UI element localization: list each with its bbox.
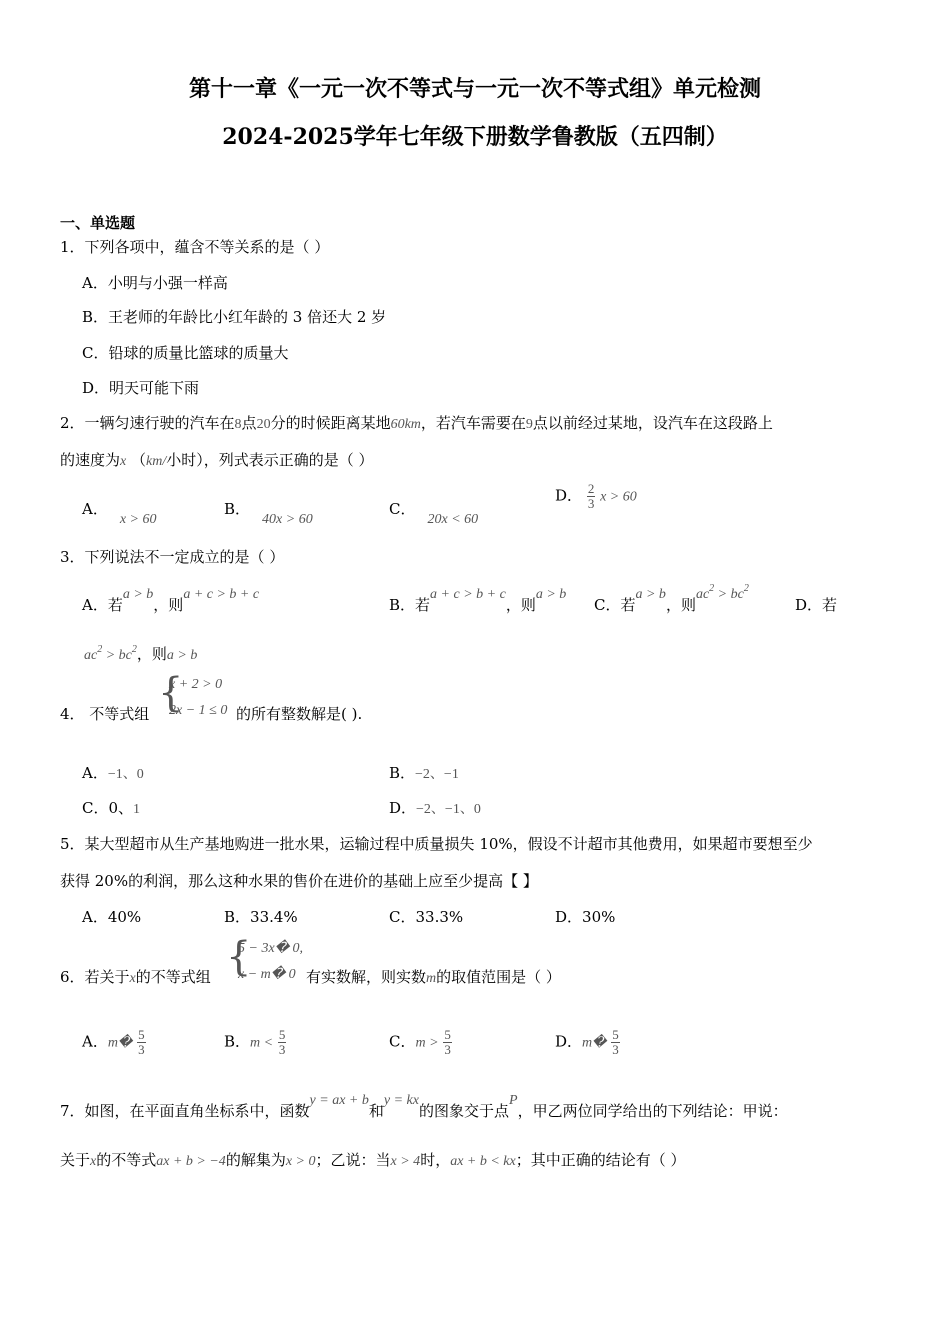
system-equation-1: x + 2 > 0 bbox=[169, 677, 223, 692]
question-6-stem-suffix: 有实数解，则实数m的取值范围是（ ） bbox=[306, 968, 561, 986]
question-5-option-c: C．33.3% bbox=[389, 908, 464, 926]
question-3-option-d-label: D．若 bbox=[795, 596, 838, 614]
question-4-stem-suffix: 的所有整数解是( ). bbox=[236, 705, 363, 723]
fraction: $\frac{2}{3}$ bbox=[587, 481, 595, 511]
question-2-stem-line2: 的速度为x （km/小时），列式表示正确的是（ ） bbox=[60, 451, 374, 469]
question-1-option-a: A．小明与小强一样高 bbox=[82, 274, 228, 292]
question-5-option-d: D．30% bbox=[555, 908, 616, 926]
question-6-stem-prefix: 6．若关于x的不等式组 bbox=[60, 968, 211, 986]
question-5-option-a: A．40% bbox=[82, 908, 142, 926]
question-3-option-c: C．若a > b，则$ac^2 > bc^2$ bbox=[594, 583, 749, 614]
question-5-stem-line1: 5．某大型超市从生产基地购进一批水果，运输过程中质量损失 10%，假设不计超市其他费用，如果超市要想至少 bbox=[60, 835, 813, 853]
question-2-stem-line1: 2．一辆匀速行驶的汽车在8点20分的时候距离某地60km，若汽车需要在9点以前经过某地，设汽车在这段路上 bbox=[60, 414, 773, 432]
question-2-option-d: D． $\frac{2}{3}$ x > 60 bbox=[555, 481, 637, 511]
question-6-option-d: D．m� $\frac{5}{3}$ bbox=[555, 1027, 619, 1057]
question-5-option-b: B．33.4% bbox=[224, 908, 298, 926]
question-3-option-d: $ac^2 > bc^2$，则a > b bbox=[84, 644, 198, 663]
question-1-option-d: D．明天可能下雨 bbox=[82, 379, 200, 397]
question-7-stem-line2: 关于x的不等式ax + b > −4的解集为x > 0；乙说：当x > 4时，ax + b < kx；其中正确的结论有（ ） bbox=[60, 1151, 686, 1169]
page-title: 第十一章《一元一次不等式与一元一次不等式组》单元检测 bbox=[188, 76, 761, 102]
question-3-stem: 3．下列说法不一定成立的是（ ） bbox=[60, 548, 285, 566]
question-7-stem-line1: 7．如图，在平面直角坐标系中，函数y = ax + b和y = kx的图象交于点P，甲乙两位同学给出的下列结论：甲说： bbox=[60, 1093, 788, 1120]
question-5-stem-line2: 获得 20%的利润，那么这种水果的售价在进价的基础上应至少提高【 】 bbox=[60, 872, 538, 890]
question-1-stem: 1．下列各项中，蕴含不等关系的是（ ） bbox=[60, 238, 330, 256]
question-4-option-c: C．0、1 bbox=[82, 799, 141, 817]
question-3-option-b: B．若a + c > b + c，则a > b bbox=[389, 587, 567, 614]
left-brace-icon: { bbox=[158, 670, 184, 716]
question-6-option-b: B．m < $\frac{5}{3}$ bbox=[224, 1027, 286, 1057]
question-1-option-b: B．王老师的年龄比小红年龄的 3 倍还大 2 岁 bbox=[82, 308, 387, 326]
fraction: $\frac{5}{3}$ bbox=[612, 1027, 619, 1057]
question-2-option-c: C．20x < 60 bbox=[389, 500, 479, 527]
question-6-option-c: C．m > $\frac{5}{3}$ bbox=[389, 1027, 451, 1057]
question-1-option-c: C．铅球的质量比篮球的质量大 bbox=[82, 344, 289, 362]
question-4-option-a: A．−1、0 bbox=[82, 764, 144, 782]
left-brace-icon: { bbox=[226, 934, 252, 980]
section-heading: 一、单选题 bbox=[60, 214, 136, 232]
page-subtitle: 2024-2025学年七年级下册数学鲁教版（五四制） bbox=[222, 124, 728, 150]
question-4-option-d: D．−2、−1、0 bbox=[389, 799, 481, 817]
question-2-option-a: A．x > 60 bbox=[82, 500, 157, 527]
system-inequality-2: x − m� 0 bbox=[238, 967, 296, 982]
question-4-stem-prefix: 4． 不等式组 bbox=[60, 705, 150, 723]
question-2-option-b: B．40x > 60 bbox=[224, 500, 313, 527]
fraction: $\frac{5}{3}$ bbox=[444, 1027, 451, 1057]
fraction: $\frac{5}{3}$ bbox=[278, 1027, 286, 1057]
question-6-option-a: A．m� $\frac{5}{3}$ bbox=[82, 1027, 145, 1057]
fraction: $\frac{5}{3}$ bbox=[138, 1027, 145, 1057]
system-equation-2: 2x − 1 ≤ 0 bbox=[169, 703, 228, 718]
question-3-option-a: A．若a > b，则a + c > b + c bbox=[82, 587, 260, 614]
question-4-option-b: B．−2、−1 bbox=[389, 764, 459, 782]
system-inequality-1: 5 − 3x� 0, bbox=[238, 941, 304, 956]
